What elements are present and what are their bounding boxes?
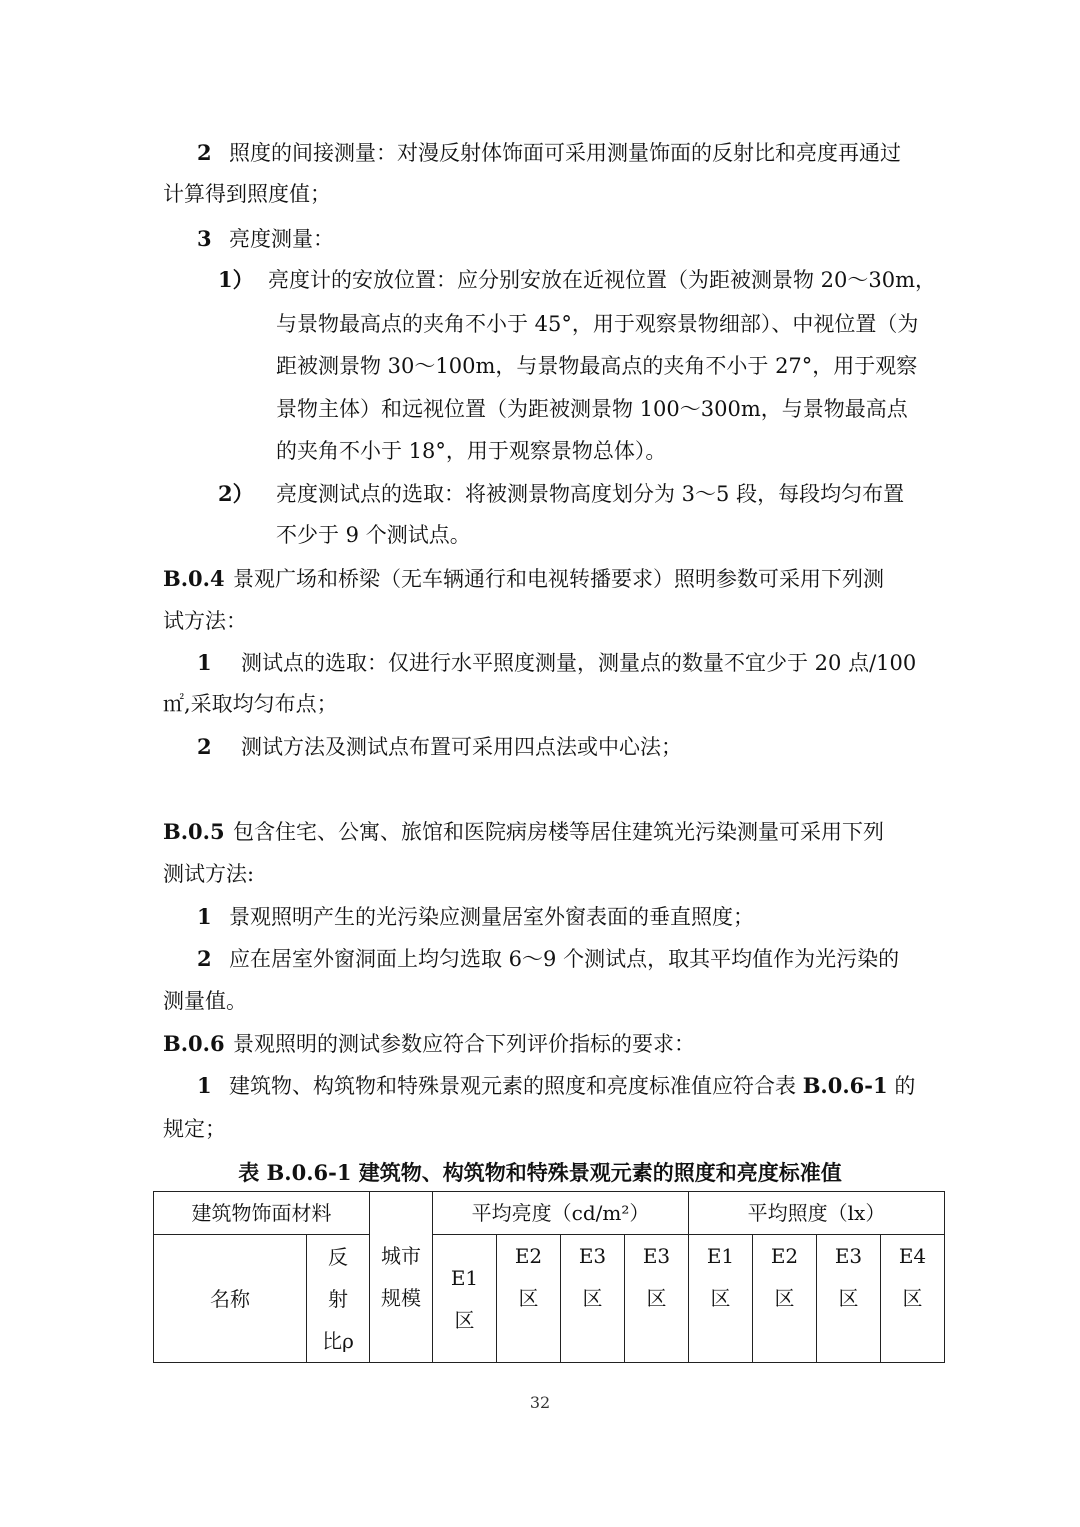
item-text: 测试点的选取：仅进行水平照度测量，测量点的数量不宜少于 20 点/100 (241, 651, 917, 675)
item-number: 1 (197, 904, 212, 929)
table-title (0, 1157, 1080, 1187)
table-title-text: 建筑物、构筑物和特殊景观元素的照度和亮度标准值 (358, 1160, 842, 1185)
header-name: 名称 (154, 1235, 307, 1363)
header-average-luminance: 平均亮度（cd/m²） (433, 1192, 689, 1235)
clause-b04-item-1 (197, 649, 916, 677)
item-text: 照度的间接测量：对漫反射体饰面可采用测量饰面的反射比和亮度再通过 (229, 141, 901, 165)
header-lum-zone-e1: E1 区 (433, 1235, 497, 1363)
subitem-text: 亮度计的安放位置：应分别安放在近视位置（为距被测景物 20～30m， (268, 268, 937, 292)
header-illum-zone-e1: E1 区 (689, 1235, 753, 1363)
subitem-text-continuation: 距被测景物 30～100m，与景物最高点的夹角不小于 27°，用于观察 (276, 354, 918, 378)
item-text-continuation: 计算得到照度值； (163, 182, 331, 206)
clause-number: B.0.6 (163, 1031, 225, 1056)
table-title-code: B.0.6-1 (266, 1160, 352, 1185)
subitem-text: 亮度测试点的选取：将被测景物高度划分为 3～5 段，每段均匀布置 (276, 482, 905, 506)
item-text: 应在居室外窗洞面上均匀选取 6～9 个测试点，取其平均值作为光污染的 (229, 947, 900, 971)
clause-b04-item-2 (197, 733, 682, 761)
item-text-continuation: 测量值。 (163, 989, 247, 1013)
clause-text: 景观广场和桥梁（无车辆通行和电视转播要求）照明参数可采用下列测 (233, 567, 884, 591)
item-number: 2 (197, 946, 212, 971)
header-illum-zone-e2: E2 区 (753, 1235, 817, 1363)
header-lum-zone-e3b: E3 区 (625, 1235, 689, 1363)
clause-text: 景观照明的测试参数应符合下列评价指标的要求： (233, 1032, 695, 1056)
clause-number: B.0.5 (163, 819, 225, 844)
header-material: 建筑物饰面材料 (154, 1192, 370, 1235)
item-number: 2 (197, 140, 212, 165)
clause-b05-item-2 (197, 945, 899, 973)
item-number: 3 (197, 226, 212, 251)
subitem-text-continuation: 与景物最高点的夹角不小于 45°，用于观察景物细部）、中视位置（为 (276, 312, 919, 336)
clause-text: 包含住宅、公寓、旅馆和医院病房楼等居住建筑光污染测量可采用下列 (233, 820, 884, 844)
subitem-number: 1） (218, 267, 254, 292)
subitem-text-continuation: 的夹角不小于 18°，用于观察景物总体）。 (276, 439, 667, 463)
table-reference: B.0.6-1 (802, 1073, 888, 1098)
item-number: 2 (197, 734, 212, 759)
header-lum-zone-e3: E3 区 (561, 1235, 625, 1363)
item-indirect-illuminance (197, 139, 901, 167)
header-illum-zone-e4: E4 区 (881, 1235, 945, 1363)
clause-b05 (163, 818, 884, 846)
item-text: 亮度测量： (229, 227, 334, 251)
clause-b05-item-1 (197, 903, 754, 931)
header-average-illuminance: 平均照度（lx） (689, 1192, 945, 1235)
header-city-scale: 城市 规模 (370, 1192, 433, 1363)
header-reflectance: 反 射 比ρ (307, 1235, 370, 1363)
clause-b06 (163, 1030, 695, 1058)
header-lum-zone-e2: E2 区 (497, 1235, 561, 1363)
subitem-number: 2） (218, 481, 254, 506)
clause-text-continuation: 测试方法: (163, 862, 255, 886)
subitem-meter-placement (218, 266, 936, 294)
item-text: 建筑物、构筑物和特殊景观元素的照度和亮度标准值应符合表 (229, 1074, 796, 1098)
item-number: 1 (197, 1073, 212, 1098)
clause-text-continuation: 试方法： (163, 609, 247, 633)
subitem-text-continuation: 景物主体）和远视位置（为距被测景物 100～300m，与景物最高点 (276, 397, 908, 421)
header-illum-zone-e3: E3 区 (817, 1235, 881, 1363)
clause-b06-item-1 (197, 1072, 915, 1100)
item-luminance-measurement (197, 225, 334, 253)
subitem-text-continuation: 不少于 9 个测试点。 (276, 523, 471, 547)
standard-values-table (153, 1191, 945, 1363)
item-text-tail: 的 (894, 1074, 916, 1098)
clause-b04 (163, 565, 884, 593)
subitem-test-points (218, 480, 904, 508)
clause-number: B.0.4 (163, 566, 225, 591)
item-text: 测试方法及测试点布置可采用四点法或中心法； (241, 735, 682, 759)
item-text-continuation: 规定； (163, 1117, 226, 1141)
item-text: 景观照明产生的光污染应测量居室外窗表面的垂直照度； (229, 905, 754, 929)
item-text-continuation: ㎡,采取均匀布点； (163, 692, 338, 716)
item-number: 1 (197, 650, 212, 675)
table-title-prefix: 表 (238, 1160, 260, 1185)
page-number: 32 (529, 1393, 551, 1412)
